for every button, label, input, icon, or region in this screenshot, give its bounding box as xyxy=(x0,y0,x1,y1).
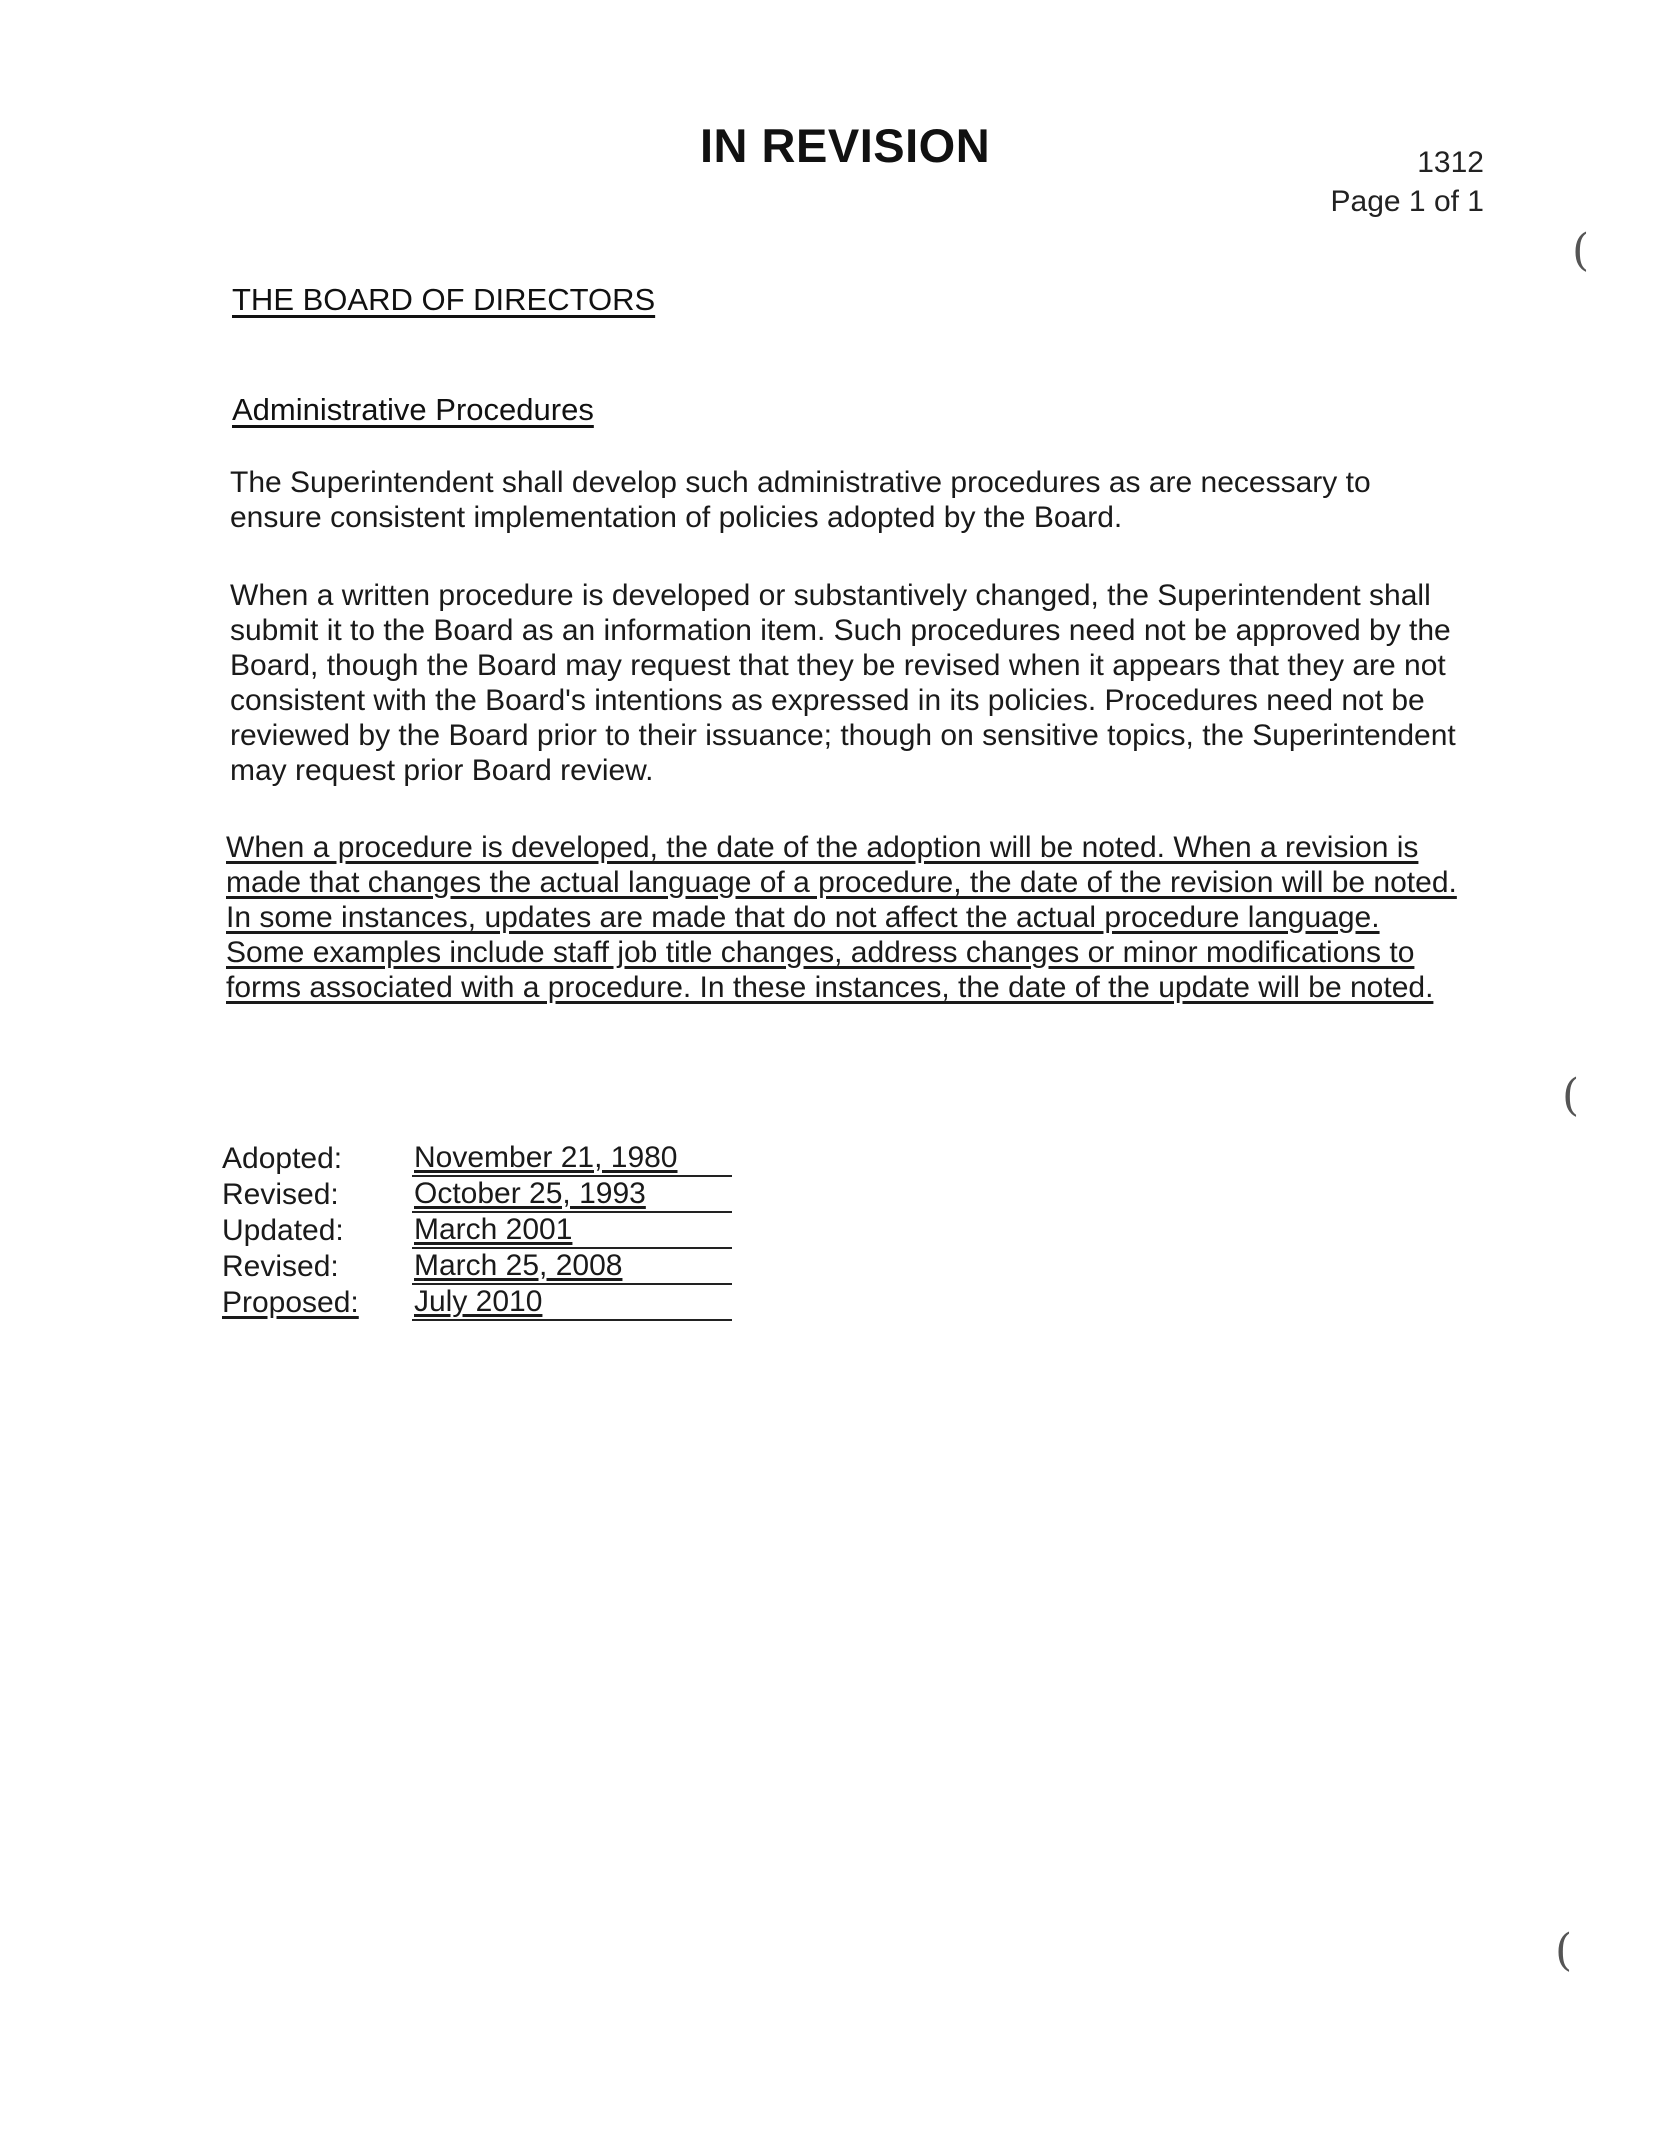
history-date: March 2001 xyxy=(412,1212,732,1248)
margin-bracket-mark: ( xyxy=(1572,225,1590,276)
margin-bracket-mark: ( xyxy=(1562,1070,1580,1121)
history-date: October 25, 1993 xyxy=(412,1176,732,1212)
history-row xyxy=(222,1140,732,1176)
history-date: March 25, 2008 xyxy=(412,1248,732,1284)
history-date: July 2010 xyxy=(412,1284,732,1320)
revision-stamp: IN REVISION xyxy=(700,119,991,172)
revision-history-table xyxy=(222,1140,732,1321)
section-title: THE BOARD OF DIRECTORS xyxy=(232,282,656,317)
paragraph-procedure-submission: When a written procedure is developed or substantively changed, the Superintendent shall submit it to the Board as an information item. Such procedures need not be approved by the Board, though the Board may request that they be revised when it appears that they are not consistent with the Board's intentions as expressed in its policies. Procedures need not be reviewed by the Board prior to their issuance; though on sensitive topics, the Superintendent may request prior Board review. xyxy=(230,579,1456,787)
history-row xyxy=(222,1248,732,1284)
history-row xyxy=(222,1176,732,1212)
margin-bracket-mark: ( xyxy=(1555,1925,1573,1976)
history-label: Revised: xyxy=(222,1178,339,1211)
page-count: Page 1 of 1 xyxy=(1330,185,1484,218)
history-label: Adopted: xyxy=(222,1142,343,1175)
sub-title: Administrative Procedures xyxy=(232,392,594,427)
paragraph-revision-dates: When a procedure is developed, the date of the adoption will be noted. When a revision is made that changes the actual language of a procedure, the date of the revision will be noted. In some instances, updates are made that do not affect the actual procedure language. Some examples include staff job title changes, address changes or minor modifications to forms associated with a procedure. In these instances, the date of the update will be noted. xyxy=(226,831,1457,1004)
history-row xyxy=(222,1212,732,1248)
paragraph-intro: The Superintendent shall develop such administrative procedures as are necessary to ensure consistent implementation of policies adopted by the Board. xyxy=(230,466,1371,534)
history-date: November 21, 1980 xyxy=(412,1140,732,1176)
policy-number: 1312 xyxy=(1417,146,1484,179)
history-row xyxy=(222,1284,732,1320)
history-label: Updated: xyxy=(222,1214,344,1247)
history-label: Proposed: xyxy=(222,1286,359,1319)
history-label: Revised: xyxy=(222,1250,339,1283)
